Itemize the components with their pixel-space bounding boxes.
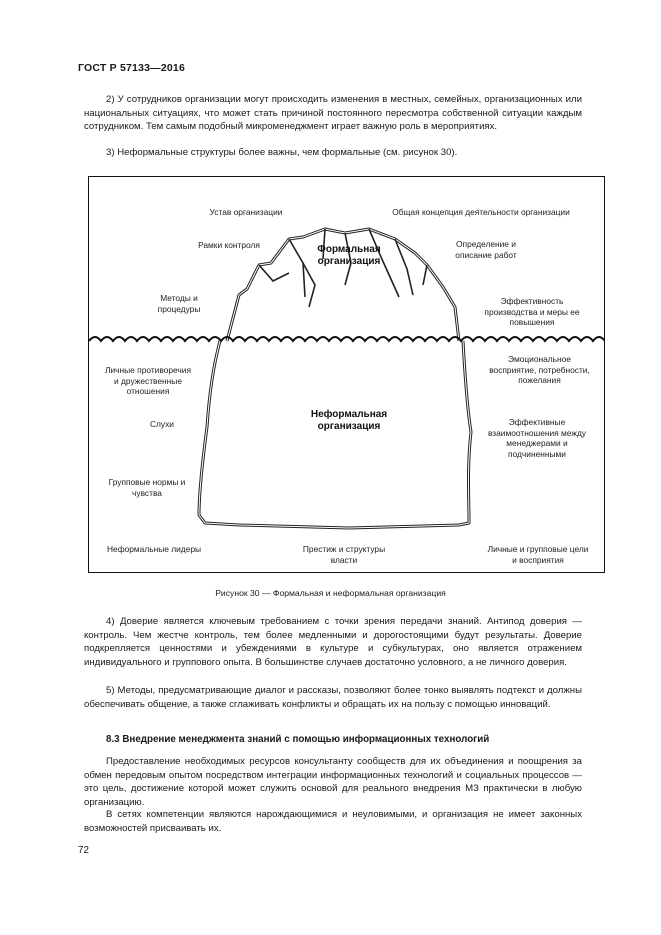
label-prestige: Престиж и структуры власти [302,544,386,565]
label-interactions: Эффективные взаимоотношения между менеджерами и подчиненными [487,417,587,459]
label-efficiency: Эффективность производства и меры ее повышения [484,296,580,327]
paragraph-section-2: В сетях компетенции являются нарождающимися и неуловимыми, и организация не имеет законных возможностей присваивать их. [84,809,582,834]
formal-organization-title: Формальная организация [317,244,381,267]
label-group-norms: Групповые нормы и чувства [108,477,186,498]
label-job-description: Определение и описание работ [455,239,517,260]
label-methods: Методы и процедуры [157,293,201,314]
label-informal-leaders: Неформальные лидеры [107,544,201,554]
iceberg-underwater-outline [199,341,471,528]
section-heading: 8.3 Внедрение менеджмента знаний с помощью информационных технологий [106,734,490,745]
iceberg-figure [88,176,605,573]
label-emotional: Эмоциональное восприятие, потребности, пожелания [489,354,590,385]
label-personal-goals: Личные и групповые цели и восприятия [487,544,589,565]
paragraph-4: 4) Доверие является ключевым требованием с точки зрения передачи знаний. Антипод доверия — контроль. Чем жестче контроль, тем более медленными и дорогостоящими будут результаты. Доверие подкрепляется ценностями и убеждениями в культуре и субкультурах, оно является отражением индивидуального и группового опыта. В большинстве случаев достаточно условного, а не личного доверия. [84,616,582,668]
label-concept: Общая концепция деятельности организации [392,207,570,217]
page-number: 72 [78,845,89,856]
paragraph-2: 2) У сотрудников организации могут происходить изменения в местных, семейных, организационных или национальных ситуациях, что может стать причиной постоянного пересмотра собственной ситуации каждым сотрудником. Тем самым подобный микроменеджмент играет важную роль в мероприятиях. [84,94,582,133]
iceberg-facets [259,229,427,307]
paragraph-5: 5) Методы, предусматривающие диалог и рассказы, позволяют более тонко выявлять подтекст и должны обеспечивать общение, а также сглаживать конфликты и обращать их на пользу с помощью инноваций. [84,685,582,710]
label-charter: Устав организации [209,207,283,217]
informal-organization-title: Неформальная организация [310,409,388,432]
paragraph-section-1: Предоставление необходимых ресурсов консультанту сообществ для их объединения и поощрения за обмен передовым опытом посредством интеграции информационных технологий и социальных процессов — это цель, достижение которой может служить основой для реального внедрения МЗ практически в любую организацию. [84,756,582,808]
figure-caption: Рисунок 30 — Формальная и неформальная организация [215,588,446,598]
paragraph-3: 3) Неформальные структуры более важны, чем формальные (см. рисунок 30). [106,147,458,158]
document-header: ГОСТ Р 57133—2016 [78,62,186,74]
label-control-frames: Рамки контроля [198,240,260,250]
label-rumors: Слухи [150,419,174,429]
water-waves [89,337,605,341]
label-contradictions: Личные противоречия и дружественные отношения [105,365,191,396]
